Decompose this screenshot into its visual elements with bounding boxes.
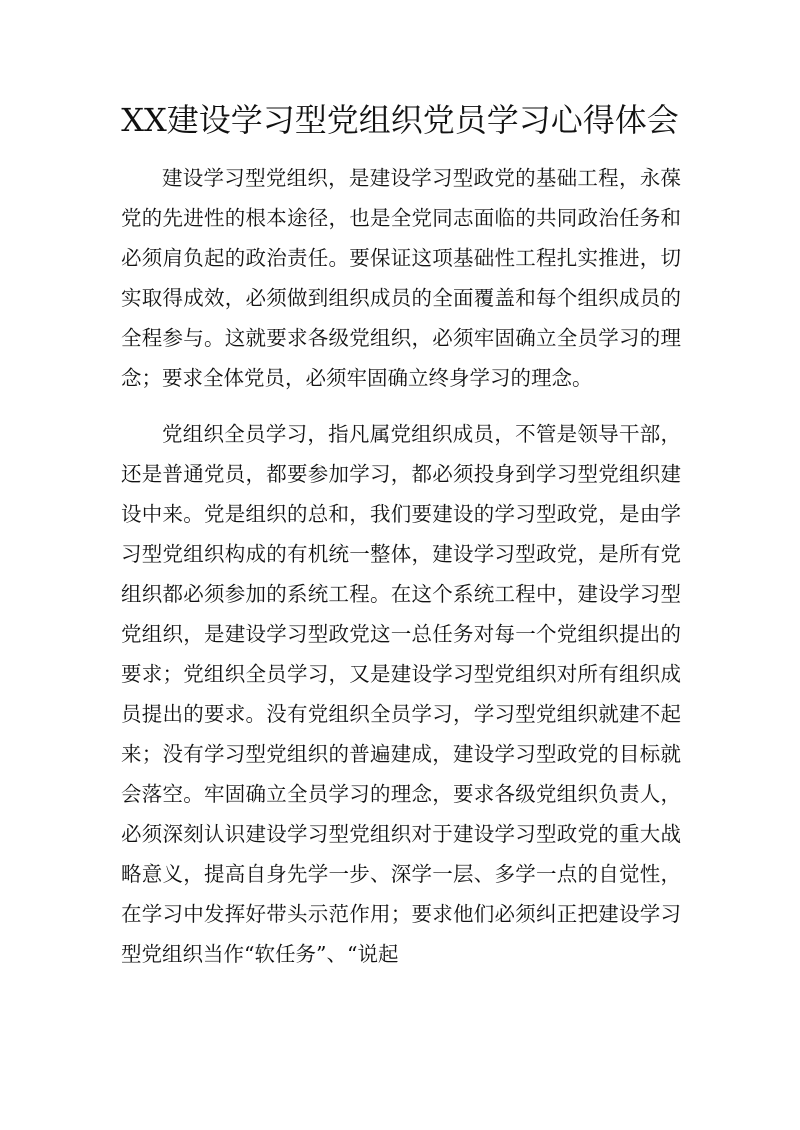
- paragraph-2: 党组织全员学习，指凡属党组织成员，不管是领导干部，还是普通党员，都要参加学习，都必须投身到学习型党组织建设中来。党是组织的总和，我们要建设的学习型政党，是由学习型党组织构成的有机统一整体，建设学习型政党，是所有党组织都必须参加的系统工程。在这个系统工程中，建设学习型党组织，是建设学习型政党这一总任务对每一个党组织提出的要求；党组织全员学习，又是建设学习型党组织对所有组织成员提出的要求。没有党组织全员学习，学习型党组织就建不起来；没有学习型党组织的普遍建成，建设学习型政党的目标就会落空。牢固确立全员学习的理念，要求各级党组织负责人，必须深刻认识建设学习型党组织对于建设学习型政党的重大战略意义，提高自身先学一步、深学一层、多学一点的自觉性，在学习中发挥好带头示范作用；要求他们必须纠正把建设学习型党组织当作“软任务”、“说起: [121, 422, 681, 966]
- paragraph-1: 建设学习型党组织，是建设学习型政党的基础工程，永葆党的先进性的根本途径，也是全党同志面临的共同政治任务和必须肩负起的政治责任。要保证这项基础性工程扎实推进，切实取得成效，必须做到组织成员的全面覆盖和每个组织成员的全程参与。这就要求各级党组织，必须牢固确立全员学习的理念；要求全体党员，必须牢固确立终身学习的理念。: [121, 166, 681, 390]
- document-body: [121, 158, 681, 990]
- document-title: XX建设学习型党组织党员学习心得体会: [121, 101, 679, 139]
